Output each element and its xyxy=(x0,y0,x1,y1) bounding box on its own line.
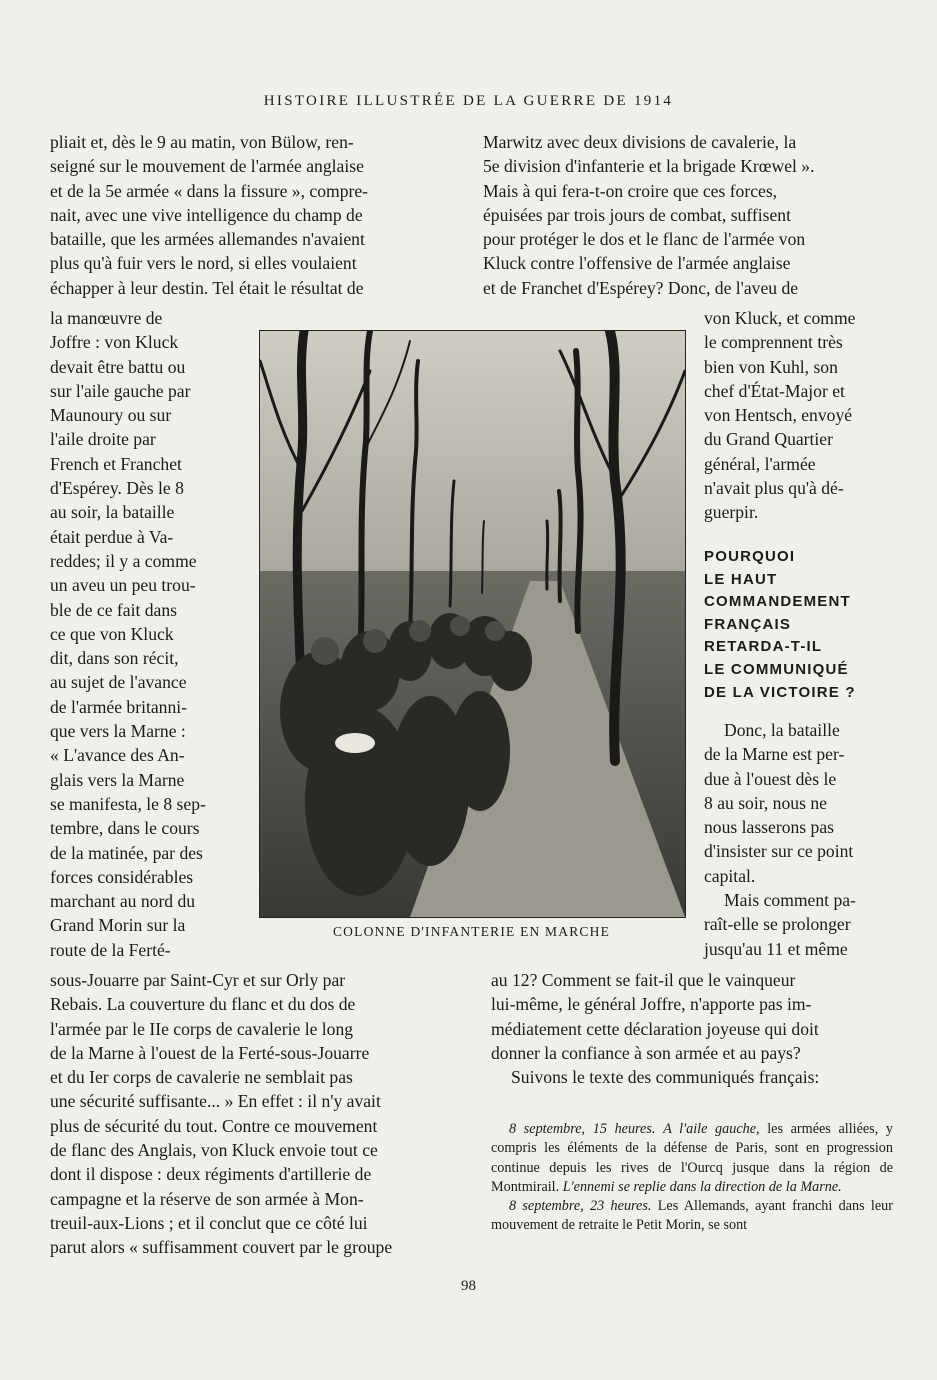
text-line: de flanc des Anglais, von Kluck envoie tout ce xyxy=(50,1140,378,1161)
text-line: était perdue à Va- xyxy=(50,526,174,547)
left-column-narrow xyxy=(50,306,238,962)
text-line: parut alors « suffisamment couvert par le groupe xyxy=(50,1237,393,1258)
text-line: bien von Kuhl, son xyxy=(704,356,838,377)
text-line: 5e division d'infanterie et la brigade Krœwel ». xyxy=(483,156,815,177)
text-line: échapper à leur destin. Tel était le résultat de xyxy=(50,277,364,298)
left-column-top xyxy=(50,130,455,300)
footnote-text: Les Allemands, ayant franchi dans leur mouvement de retraite le Petit Morin, se sont xyxy=(491,1198,893,1234)
text-line: et de Franchet d'Espérey? Donc, de l'aveu de xyxy=(483,277,799,298)
text-line: un aveu un peu trou- xyxy=(50,575,196,596)
footnote-date: 8 septembre, 15 heures. xyxy=(509,1121,656,1137)
text-line: l'aile droite par xyxy=(50,429,156,450)
infantry-column-photo xyxy=(259,330,686,918)
text-line: de la Marne est per- xyxy=(704,744,845,765)
text-line: plus de sécurité du tout. Contre ce mouvement xyxy=(50,1115,378,1136)
text-line: due à l'ouest dès le xyxy=(704,768,837,789)
text-line: Suivons le texte des communiqués français: xyxy=(511,1067,820,1088)
text-line: donner la confiance à son armée et au pays? xyxy=(491,1042,801,1063)
text-line: dit, dans son récit, xyxy=(50,648,179,669)
text-line: et de la 5e armée « dans la fissure », compre- xyxy=(50,180,369,201)
text-line: épuisées par trois jours de combat, suffisent xyxy=(483,204,791,225)
text-line: forces considérables xyxy=(50,866,194,887)
text-line: Mais comment pa- xyxy=(724,890,856,911)
footnote-text: les armées alliées, y compris les éléments de la défense de Paris, sont en progression continue depuis les rives de l'Ourcq jusque dans la région de Montmirail. xyxy=(491,1121,893,1195)
text-line: médiatement cette déclaration joyeuse qui doit xyxy=(491,1018,819,1039)
text-line: « L'avance des An- xyxy=(50,745,185,766)
text-line: l'armée par le IIe corps de cavalerie le long xyxy=(50,1018,354,1039)
text-line: seigné sur le mouvement de l'armée anglaise xyxy=(50,156,364,177)
heading-line: COMMANDEMENT xyxy=(704,593,851,611)
page-number: 98 xyxy=(461,1278,476,1294)
text-line: de la Marne à l'ouest de la Ferté-sous-Jouarre xyxy=(50,1042,370,1063)
text-line: route de la Ferté- xyxy=(50,939,171,960)
right-column-bottom xyxy=(491,968,891,1089)
text-line: capital. xyxy=(704,865,756,886)
text-line: lui-même, le général Joffre, n'apporte pas im- xyxy=(491,994,812,1015)
text-line: ce que von Kluck xyxy=(50,623,174,644)
text-line: nait, avec une vive intelligence du champ de xyxy=(50,204,363,225)
text-line: se manifesta, le 8 sep- xyxy=(50,793,206,814)
text-line: Joffre : von Kluck xyxy=(50,332,179,353)
text-line: nous lasserons pas xyxy=(704,817,834,838)
text-line: au 12? Comment se fait-il que le vainqueur xyxy=(491,970,796,990)
text-line: pour protéger le dos et le flanc de l'armée von xyxy=(483,229,806,250)
text-line: Rebais. La couverture du flanc et du dos de xyxy=(50,994,356,1015)
text-line: reddes; il y a comme xyxy=(50,550,197,571)
heading-line: FRANÇAIS xyxy=(704,615,792,633)
footnote-first xyxy=(491,1120,893,1197)
text-line: la manœuvre de xyxy=(50,308,163,328)
text-line: et du Ier corps de cavalerie ne semblait pas xyxy=(50,1067,353,1088)
text-line: French et Franchet xyxy=(50,453,182,474)
text-line: ble de ce fait dans xyxy=(50,599,178,620)
text-line: sur l'aile gauche par xyxy=(50,380,191,401)
heading-line: LE COMMUNIQUÉ xyxy=(704,660,849,678)
text-line: plus qu'à fuir vers le nord, si elles voulaient xyxy=(50,253,357,274)
text-line: que vers la Marne : xyxy=(50,721,186,742)
text-line: général, l'armée xyxy=(704,453,816,474)
photo-caption: COLONNE D'INFANTERIE EN MARCHE xyxy=(332,924,611,939)
text-line: sous-Jouarre par Saint-Cyr et sur Orly par xyxy=(50,970,346,990)
text-line: dont il dispose : deux régiments d'artillerie de xyxy=(50,1164,372,1185)
footnotes xyxy=(491,1120,893,1236)
running-title: HISTOIRE ILLUSTRÉE DE LA GUERRE DE 1914 xyxy=(263,93,674,109)
text-line: au soir, la bataille xyxy=(50,502,175,523)
text-line: devait être battu ou xyxy=(50,356,186,377)
text-line: von Hentsch, envoyé xyxy=(704,405,853,426)
text-line: marchant au nord du xyxy=(50,891,196,912)
text-line: Mais à qui fera-t-on croire que ces forces, xyxy=(483,180,778,201)
text-line: campagne et la réserve de son armée à Mon- xyxy=(50,1188,364,1209)
text-line: d'Espérey. Dès le 8 xyxy=(50,478,184,499)
text-line: le comprennent très xyxy=(704,332,843,353)
text-line: tembre, dans le cours xyxy=(50,818,200,839)
section-heading xyxy=(704,546,904,704)
heading-line: LE HAUT xyxy=(704,570,778,588)
text-line: n'avait plus qu'à dé- xyxy=(704,478,844,499)
right-column-narrow xyxy=(704,306,890,525)
heading-line: DE LA VICTOIRE ? xyxy=(704,683,856,701)
text-line: Donc, la bataille xyxy=(724,720,840,740)
text-line: de la matinée, par des xyxy=(50,842,203,863)
heading-line: POURQUOI xyxy=(704,548,796,565)
text-line: d'insister sur ce point xyxy=(704,841,854,862)
text-line: de l'armée britanni- xyxy=(50,696,188,717)
text-line: pliait et, dès le 9 au matin, von Bülow, ren- xyxy=(50,132,354,152)
text-line: treuil-aux-Lions ; et il conclut que ce côté lui xyxy=(50,1212,368,1233)
text-line: Kluck contre l'offensive de l'armée anglaise xyxy=(483,253,791,274)
text-line: chef d'État-Major et xyxy=(704,380,845,401)
footnote-date: 8 septembre, 23 heures. xyxy=(509,1198,652,1215)
text-line: raît-elle se prolonger xyxy=(704,914,851,935)
text-line: glais vers la Marne xyxy=(50,769,185,790)
text-line: une sécurité suffisante... » En effet : il n'y avait xyxy=(50,1091,381,1112)
text-line: 8 au soir, nous ne xyxy=(704,792,827,813)
heading-line: RETARDA-T-IL xyxy=(704,638,823,656)
text-line: au sujet de l'avance xyxy=(50,672,187,693)
text-line: bataille, que les armées allemandes n'avaient xyxy=(50,229,365,250)
text-line: du Grand Quartier xyxy=(704,429,833,450)
footnote-italic-end: L'ennemi se replie dans la direction de la Marne. xyxy=(562,1178,842,1195)
footnote-italic-lead: A l'aile gauche, xyxy=(663,1121,760,1137)
text-line: guerpir. xyxy=(704,502,759,523)
text-line: Maunoury ou sur xyxy=(50,405,172,426)
left-column-bottom xyxy=(50,968,459,1260)
footnote-second xyxy=(491,1197,893,1236)
right-column-after-heading xyxy=(704,718,890,961)
right-column-top xyxy=(483,130,890,300)
text-line: jusqu'au 11 et même xyxy=(704,938,848,959)
text-line: von Kluck, et comme xyxy=(704,308,856,328)
text-line: Marwitz avec deux divisions de cavalerie, la xyxy=(483,132,797,152)
text-line: Grand Morin sur la xyxy=(50,915,186,936)
